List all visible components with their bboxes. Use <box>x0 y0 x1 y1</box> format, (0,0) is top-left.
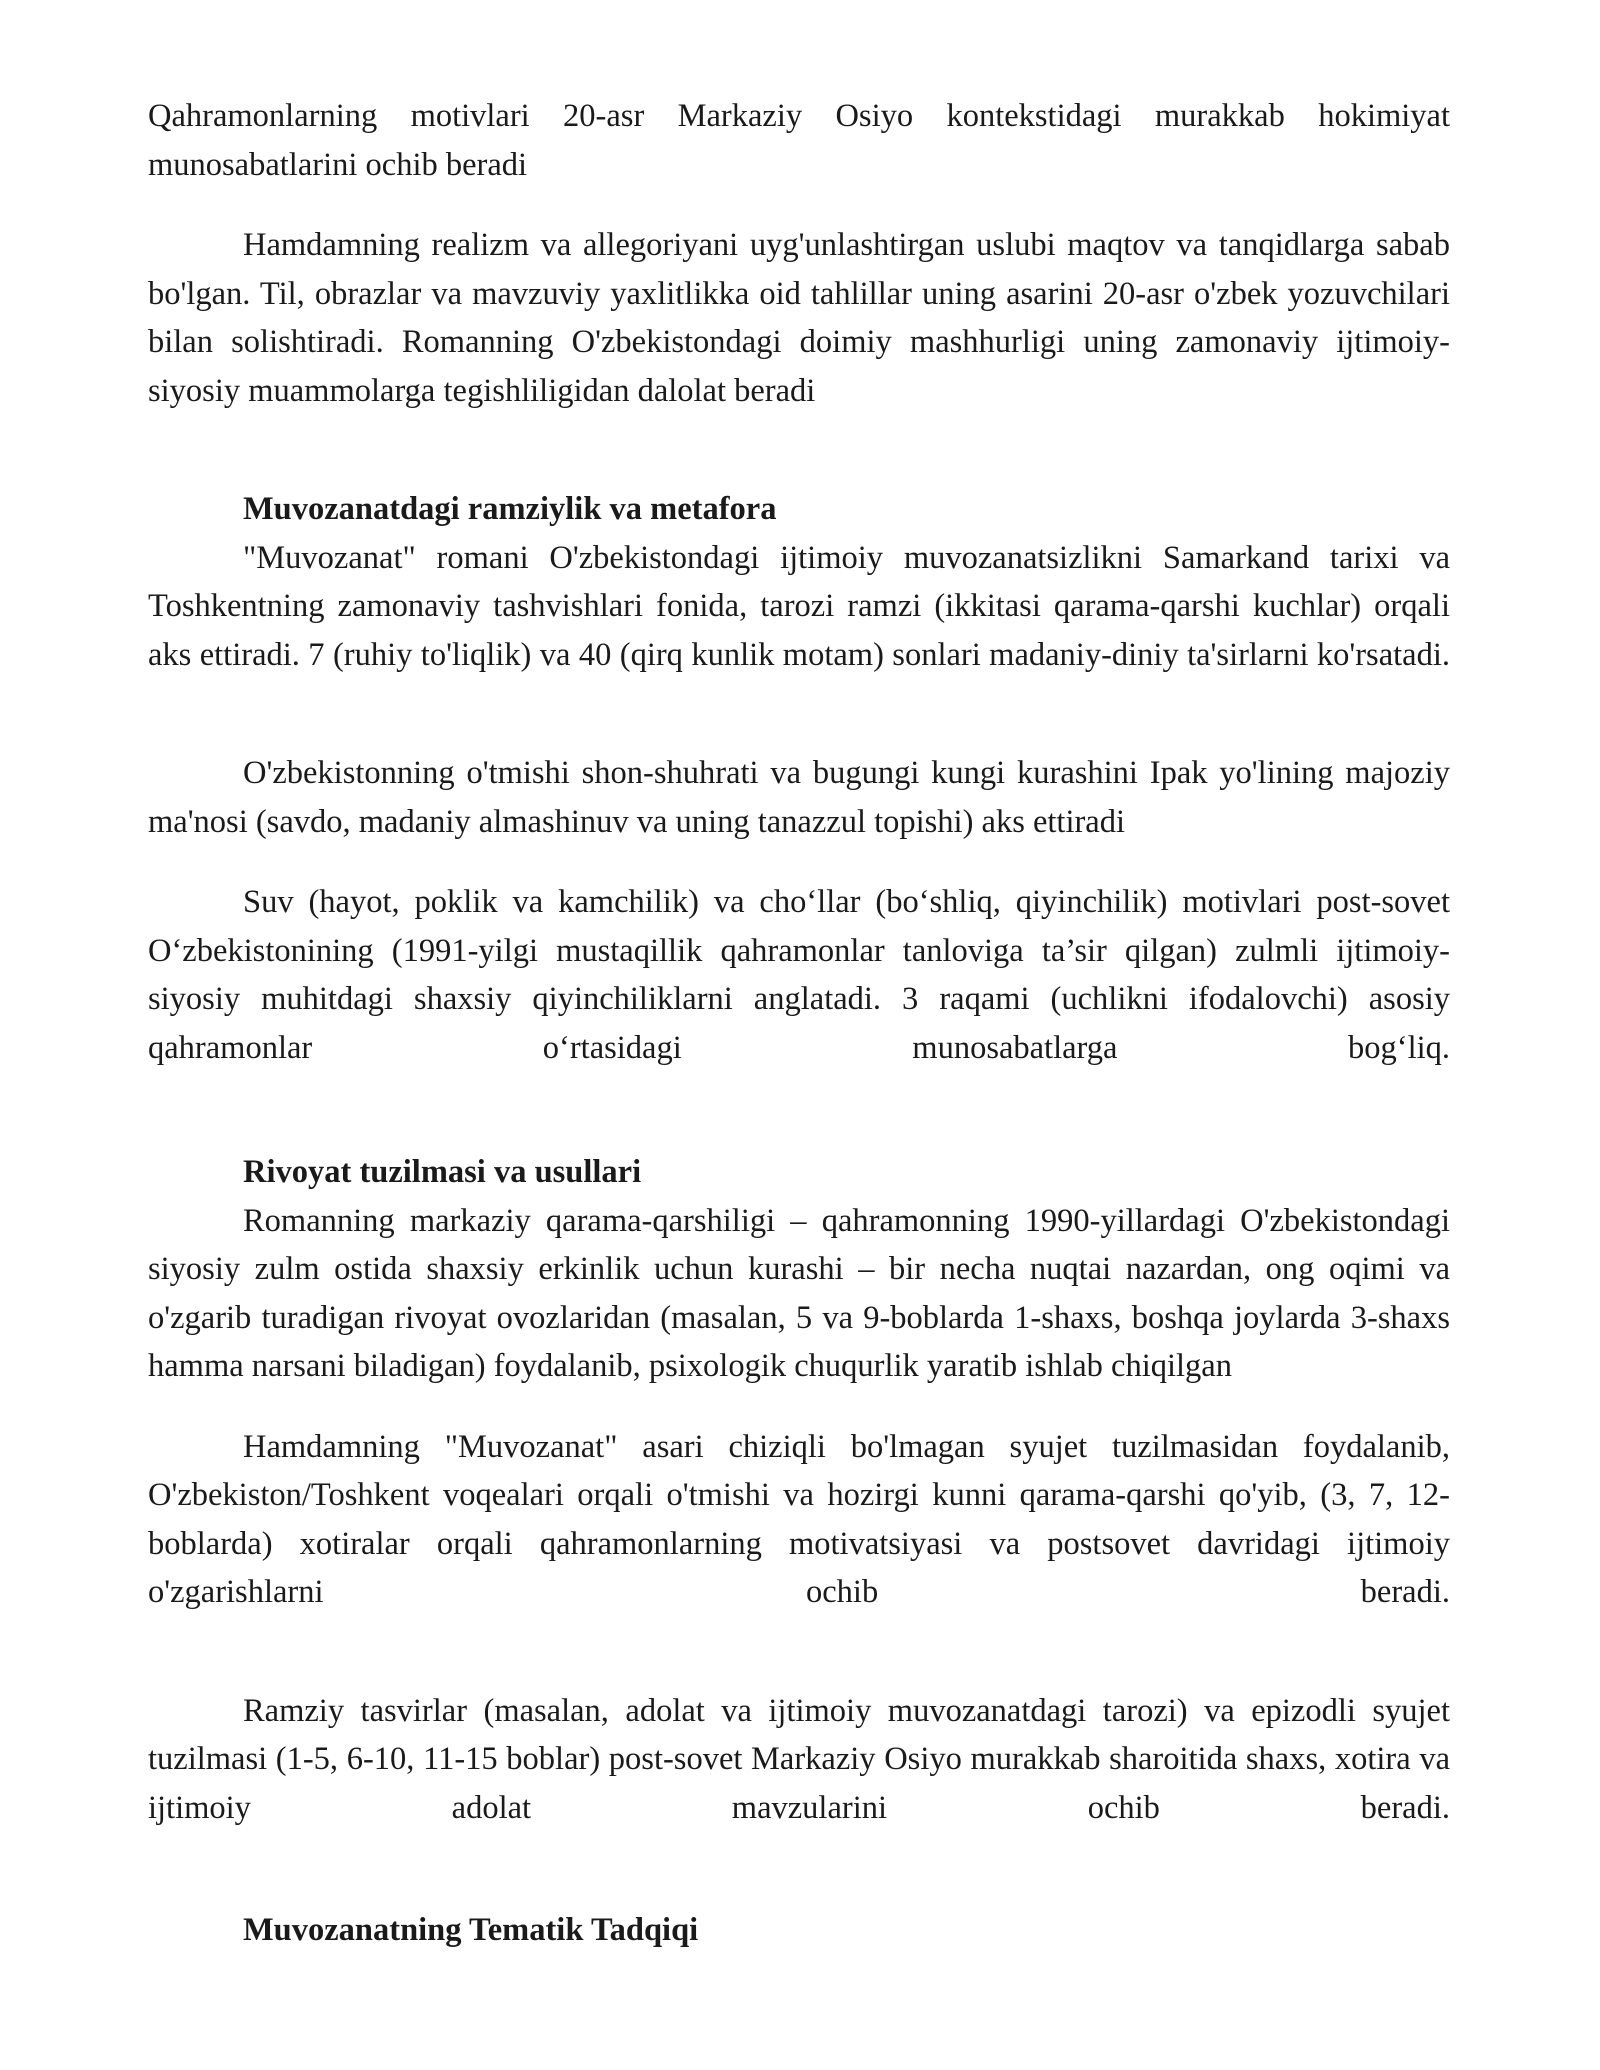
heading-symbolism: Muvozanatdagi ramziylik va metafora <box>243 491 777 527</box>
paragraph-silk-road: O'zbekistonning o'tmishi shon-shuhrati va bugungi kungi kurashini Ipak yo'lining majoziy ma'nosi (savdo, madaniy almashinuv va uning tanazzul topishi) aks ettiradi <box>148 755 1450 840</box>
heading-spacer <box>148 1072 1450 1112</box>
paragraph-symbolic-imagery: Ramziy tasvirlar (masalan, adolat va ijtimoiy muvozanatdagi tarozi) va epizodli syujet tuzilmasi (1-5, 6-10, 11-15 boblar) post-sovet Markaziy Osiyo murakkab sharoitida shaxs, xotira va ijtimoiy adolat mavzularini ochib beradi. <box>148 1692 1450 1826</box>
paragraph-nonlinear-plot: Hamdamning "Muvozanat" asari chiziqli bo'lmagan syujet tuzilmasidan foydalanib, O'zbekiston/Toshkent voqealari orqali o'tmishi va hozirgi kunni qarama-qarshi qo'yib, (3, 7, 12-boblarda) xotiralar orqali qahramonlarning motivatsiyasi va postsovet davridagi ijtimoiy o'zgarishlarni ochib beradi. <box>148 1428 1450 1610</box>
paragraph-character-motives: Qahramonlarning motivlari 20-asr Markaziy Osiyo kontekstidagi murakkab hokimiyat munosabatlarini ochib beradi <box>148 98 1450 183</box>
paragraph-style-reception: Hamdamning realizm va allegoriyani uyg'unlashtirgan uslubi maqtov va tanqidlarga sabab bo'lgan. Til, obrazlar va mavzuviy yaxlitlikka oid tahlillar uning asarini 20-asr o'zbek yozuvchilari bilan solishtiradi. Romanning O'zbekistondagi doimiy mashhurligi uning zamonaviy ijtimoiy-siyosiy muammolarga tegishliligidan dalolat beradi <box>148 227 1450 409</box>
paragraph-water-desert: Suv (hayot, poklik va kamchilik) va cho‘llar (bo‘shliq, qiyinchilik) motivlari post-sovet O‘zbekistonining (1991-yilgi mustaqillik qahramonlar tanloviga ta’sir qilgan) zulmli ijtimoiy-siyosiy muhitdagi shaxsiy qiyinchiliklarni anglatadi. 3 raqami (uchlikni ifodalovchi) asosiy qahramonlar o‘rtasidagi munosabatlarga bog‘liq. <box>148 884 1450 1066</box>
document-page <box>148 92 1450 1955</box>
paragraph-central-conflict: Romanning markaziy qarama-qarshiligi – qahramonning 1990-yillardagi O'zbekistondagi siyosiy zulm ostida shaxsiy erkinlik uchun kurashi – bir necha nuqtai nazardan, ong oqimi va o'zgarib turadigan rivoyat ovozlaridan (masalan, 5 va 9-boblarda 1-shaxs, boshqa joylarda 3-shaxs hamma narsani biladigan) foydalanib, psixologik chuqurlik yaratib ishlab chiqilgan <box>148 1202 1450 1384</box>
heading-thematic-study: Muvozanatning Tematik Tadqiqi <box>243 1912 699 1948</box>
paragraph-scales-symbol: "Muvozanat" romani O'zbekistondagi ijtimoiy muvozanatsizlikni Samarkand tarixi va Toshkentning zamonaviy tashvishlari fonida, tarozi ramzi (ikkitasi qarama-qarshi kuchlar) orqali aks ettiradi. 7 (ruhiy to'liqlik) va 40 (qirq kunlik motam) sonlari madaniy-diniy ta'sirlarni ko'rsatadi. <box>148 539 1450 673</box>
heading-narrative-structure: Rivoyat tuzilmasi va usullari <box>243 1154 642 1190</box>
